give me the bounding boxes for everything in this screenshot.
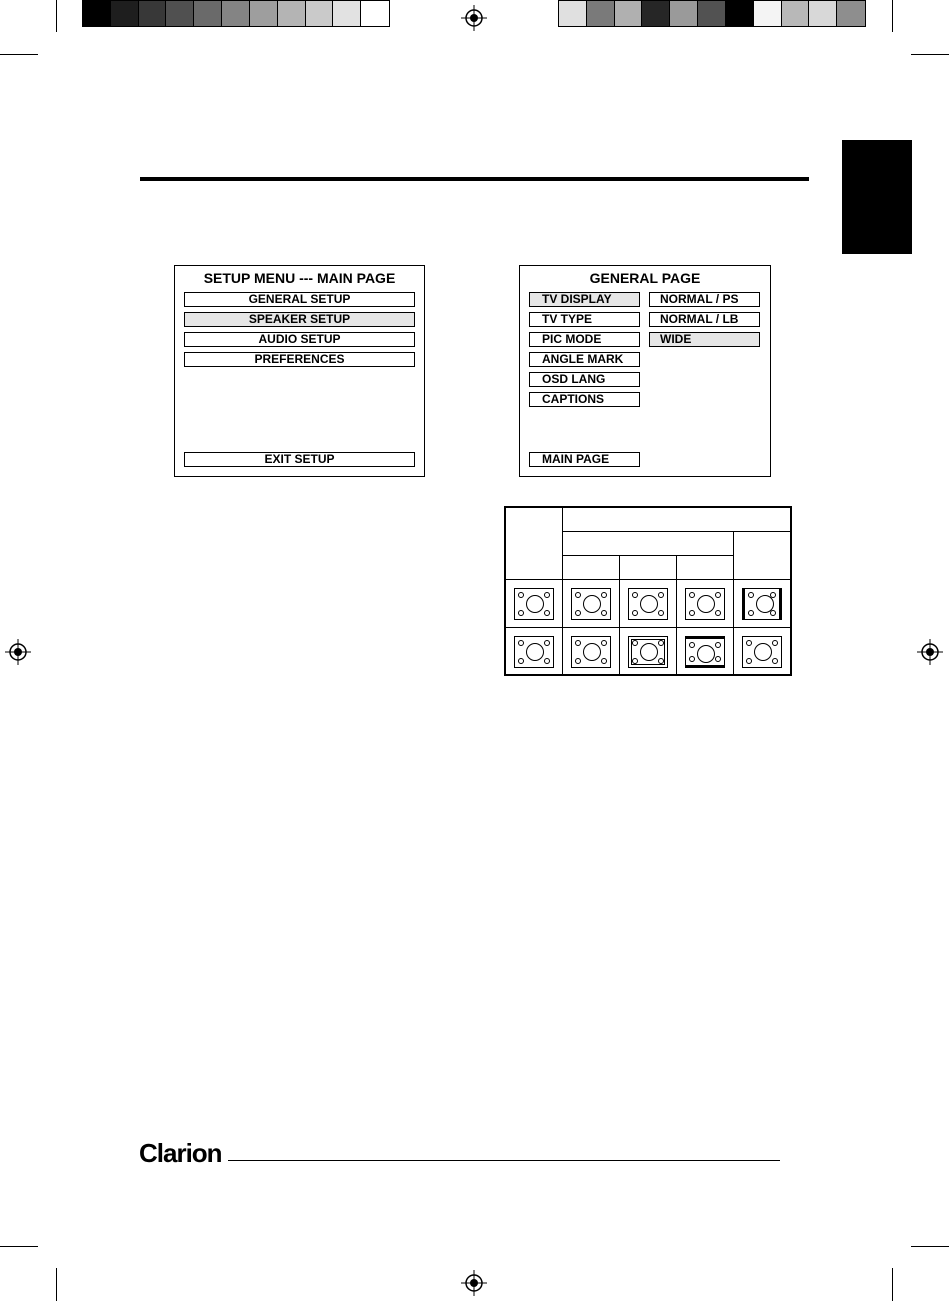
tv-screen-icon	[514, 588, 554, 620]
color-swatch	[726, 1, 754, 26]
wide-option[interactable]: WIDE	[649, 332, 760, 347]
pic-mode-item[interactable]: PIC MODE	[529, 332, 640, 347]
clarion-logo: Clarion	[139, 1138, 222, 1168]
color-bar-left	[82, 0, 390, 27]
color-swatch	[754, 1, 782, 26]
general-page-menu	[519, 265, 771, 477]
normal-lb-option[interactable]: NORMAL / LB	[649, 312, 760, 327]
footer-rule	[228, 1160, 780, 1161]
crop-mark	[56, 0, 57, 32]
main-page-button[interactable]: MAIN PAGE	[529, 452, 640, 467]
crop-mark	[0, 1246, 38, 1247]
color-swatch	[837, 1, 865, 26]
tv-screen-stretch-icon	[628, 636, 668, 668]
registration-mark-icon	[917, 639, 943, 665]
registration-mark-icon	[5, 639, 31, 665]
color-swatch	[587, 1, 615, 26]
preferences-button[interactable]: PREFERENCES	[184, 352, 415, 367]
tv-screen-icon	[514, 636, 554, 668]
color-swatch	[139, 1, 167, 26]
crop-mark	[911, 1246, 949, 1247]
tv-type-item[interactable]: TV TYPE	[529, 312, 640, 327]
tv-screen-icon	[742, 636, 782, 668]
normal-ps-option[interactable]: NORMAL / PS	[649, 292, 760, 307]
crop-mark	[0, 54, 38, 55]
color-swatch	[361, 1, 389, 26]
color-swatch	[166, 1, 194, 26]
section-tab	[842, 140, 912, 254]
color-swatch	[250, 1, 278, 26]
header-rule	[140, 177, 809, 181]
color-swatch	[670, 1, 698, 26]
tv-screen-icon	[685, 588, 725, 620]
speaker-setup-button[interactable]: SPEAKER SETUP	[184, 312, 415, 327]
registration-mark-icon	[461, 1270, 487, 1296]
crop-mark	[911, 54, 949, 55]
setup-main-menu	[174, 265, 425, 477]
main-menu-title: SETUP MENU --- MAIN PAGE	[203, 270, 396, 286]
captions-item[interactable]: CAPTIONS	[529, 392, 640, 407]
color-swatch	[782, 1, 810, 26]
crop-mark	[56, 1268, 57, 1301]
color-swatch	[194, 1, 222, 26]
color-swatch	[83, 1, 111, 26]
tv-display-item[interactable]: TV DISPLAY	[529, 292, 640, 307]
color-swatch	[615, 1, 643, 26]
color-swatch	[222, 1, 250, 26]
tv-screen-icon	[571, 588, 611, 620]
color-swatch	[809, 1, 837, 26]
color-swatch	[642, 1, 670, 26]
color-swatch	[698, 1, 726, 26]
osd-lang-item[interactable]: OSD LANG	[529, 372, 640, 387]
exit-setup-button[interactable]: EXIT SETUP	[184, 452, 415, 467]
tv-screen-icon	[571, 636, 611, 668]
color-swatch	[333, 1, 361, 26]
tv-screen-letterbox-icon	[685, 636, 725, 668]
color-swatch	[111, 1, 139, 26]
tv-screen-pillarbox-icon	[742, 588, 782, 620]
color-swatch	[559, 1, 587, 26]
crop-mark	[892, 0, 893, 32]
angle-mark-item[interactable]: ANGLE MARK	[529, 352, 640, 367]
color-bar-right	[558, 0, 866, 27]
crop-mark	[892, 1268, 893, 1301]
general-page-title: GENERAL PAGE	[589, 270, 701, 286]
tv-display-table	[504, 506, 792, 676]
registration-mark-icon	[461, 5, 487, 31]
general-setup-button[interactable]: GENERAL SETUP	[184, 292, 415, 307]
color-swatch	[306, 1, 334, 26]
audio-setup-button[interactable]: AUDIO SETUP	[184, 332, 415, 347]
color-swatch	[278, 1, 306, 26]
tv-screen-icon	[628, 588, 668, 620]
